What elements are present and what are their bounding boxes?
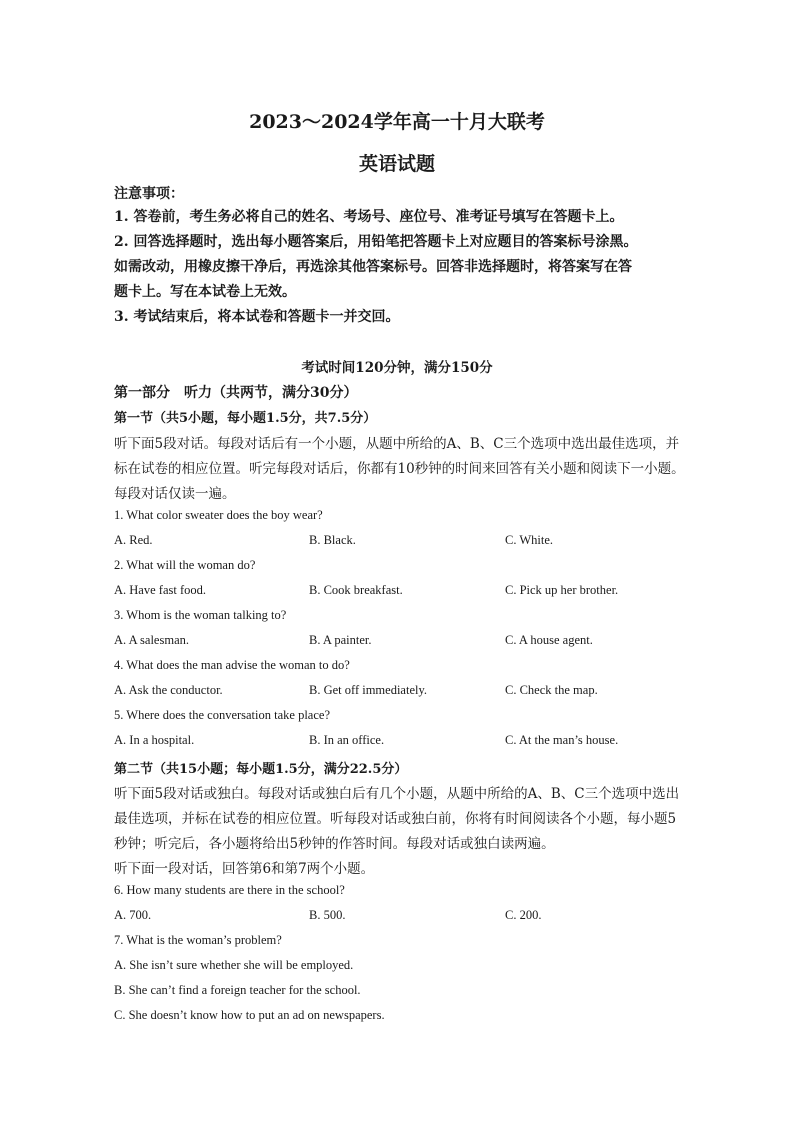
question-text: 3. Whom is the woman talking to? bbox=[114, 608, 287, 622]
note-item: 2. 回答选择题时，选出每小题答案后，用铅笔把答题卡上对应题目的答案标号涂黑。 bbox=[114, 234, 638, 250]
option-b: B. A painter. bbox=[309, 633, 372, 647]
option-c: C. White. bbox=[505, 533, 554, 547]
section2-heading: 第二节（共15小题；每小题1.5分，满分22.5分） bbox=[114, 762, 408, 777]
exam-title: 2023～2024学年高一十月大联考 bbox=[249, 111, 545, 133]
section1-instruction: 标在试卷的相应位置。听完每段对话后，你都有10秒钟的时间来回答有关小题和阅读下一小题。 bbox=[114, 461, 685, 477]
question-text: 7. What is the woman’s problem? bbox=[114, 933, 282, 947]
option-a: A. Have fast food. bbox=[114, 583, 206, 597]
exam-subtitle: 英语试题 bbox=[358, 153, 435, 175]
option-b: B. Cook breakfast. bbox=[309, 583, 403, 597]
note-item: 题卡上。写在本试卷上无效。 bbox=[114, 284, 296, 300]
option-c: C. She doesn’t know how to put an ad on newspapers. bbox=[114, 1008, 385, 1022]
note-item: 3. 考试结束后，将本试卷和答题卡一并交回。 bbox=[114, 309, 400, 325]
section2-instruction: 听下面一段对话，回答第6和第7两个小题。 bbox=[114, 861, 375, 877]
section2-instruction: 听下面5段对话或独白。每段对话或独白后有几个小题，从题中所给的A、B、C三个选项中选出 bbox=[114, 786, 680, 802]
note-item: 1. 答卷前，考生务必将自己的姓名、考场号、座位号、准考证号填写在答题卡上。 bbox=[114, 209, 624, 225]
section2-instruction: 最佳选项，并标在试卷的相应位置。听每段对话或独白前，你将有时间阅读各个小题，每小题5 bbox=[114, 811, 677, 827]
exam-info: 考试时间120分钟，满分150分 bbox=[301, 360, 493, 376]
notes-heading: 注意事项： bbox=[114, 186, 184, 202]
option-c: C. Pick up her brother. bbox=[505, 583, 619, 597]
option-a: A. Ask the conductor. bbox=[114, 683, 223, 697]
section1-instruction: 听下面5段对话。每段对话后有一个小题，从题中所给的A、B、C三个选项中选出最佳选项，并 bbox=[114, 436, 680, 452]
question-text: 6. How many students are there in the school? bbox=[114, 883, 345, 897]
option-c: C. Check the map. bbox=[505, 683, 598, 697]
question-text: 2. What will the woman do? bbox=[114, 558, 256, 572]
option-b: B. 500. bbox=[309, 908, 346, 922]
option-b: B. She can’t find a foreign teacher for the school. bbox=[114, 983, 361, 997]
option-a: A. 700. bbox=[114, 908, 152, 922]
note-item: 如需改动，用橡皮擦干净后，再选涂其他答案标号。回答非选择题时，将答案写在答 bbox=[114, 259, 632, 275]
option-c: C. At the man’s house. bbox=[505, 733, 619, 747]
option-a: A. A salesman. bbox=[114, 633, 189, 647]
option-a: A. In a hospital. bbox=[114, 733, 195, 747]
question-text: 1. What color sweater does the boy wear? bbox=[114, 508, 323, 522]
part1-heading: 第一部分 听力（共两节，满分30分） bbox=[114, 385, 358, 401]
option-b: B. Black. bbox=[309, 533, 356, 547]
option-c: C. 200. bbox=[505, 908, 542, 922]
option-a: A. Red. bbox=[114, 533, 153, 547]
option-b: B. Get off immediately. bbox=[309, 683, 428, 697]
section2-instruction: 秒钟；听完后，各小题将给出5秒钟的作答时间。每段对话或独白读两遍。 bbox=[114, 836, 555, 852]
question-text: 4. What does the man advise the woman to do? bbox=[114, 658, 350, 672]
question-text: 5. Where does the conversation take place? bbox=[114, 708, 330, 722]
section1-instruction: 每段对话仅读一遍。 bbox=[114, 486, 236, 502]
option-a: A. She isn’t sure whether she will be employed. bbox=[114, 958, 354, 972]
option-b: B. In an office. bbox=[309, 733, 385, 747]
section1-heading: 第一节（共5小题，每小题1.5分，共7.5分） bbox=[114, 411, 377, 426]
option-c: C. A house agent. bbox=[505, 633, 593, 647]
